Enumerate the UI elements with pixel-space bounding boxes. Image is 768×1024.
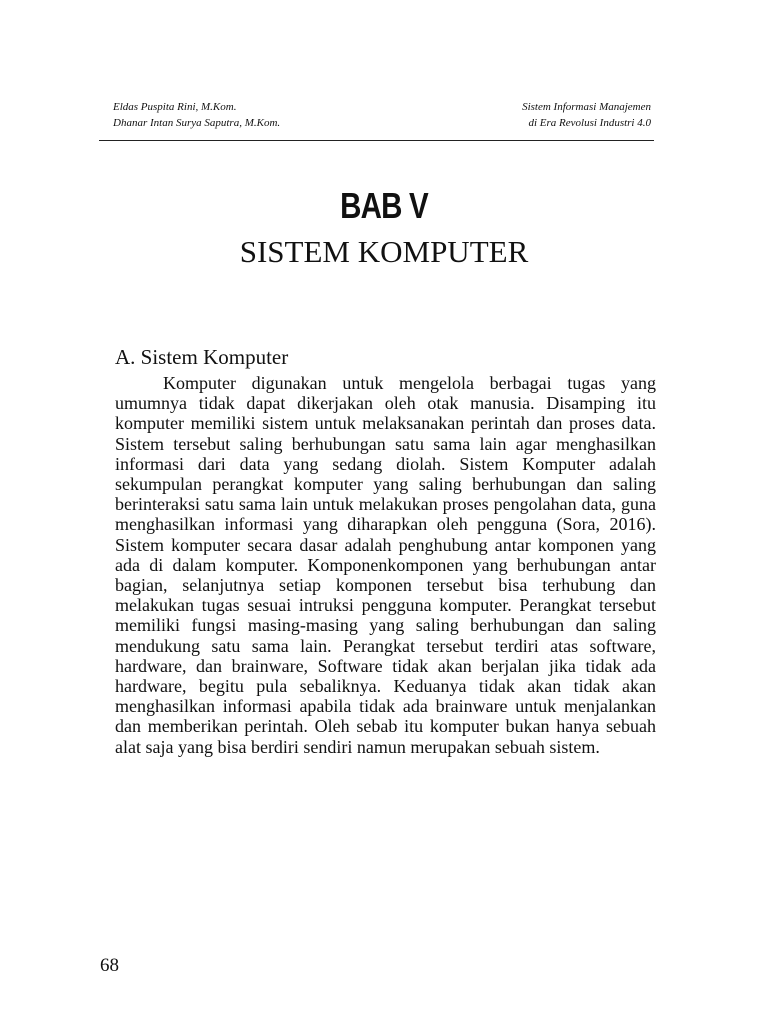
body-paragraph: Komputer digunakan untuk mengelola berbagai tugas yang umumnya tidak dapat dikerjakan oleh otak manusia. Disamping itu komputer memiliki sistem untuk melaksanakan perintah dan proses data. Sistem tersebut saling berhubungan satu sama lain agar menghasilkan informasi dari data yang sedang diolah. Sistem Komputer adalah sekumpulan perangkat komputer yang saling berhubungan dan saling berinteraksi satu sama lain untuk melakukan proses pengolahan data, guna menghasilkan informasi yang diharapkan oleh pengguna (Sora, 2016). Sistem komputer secara dasar adalah penghubung antar komponen yang ada di dalam komputer. Komponenkomponen yang berhubungan antar bagian, selanjutnya setiap komponen tersebut bisa terhubung dan melakukan tugas sesuai intruksi pengguna komputer. Perangkat tersebut memiliki fungsi masing-masing yang saling berhubungan dan saling mendukung satu sama lain. Perangkat tersebut terdiri atas software, hardware, dan brainware, Software tidak akan berjalan jika tidak ada hardware, begitu pula sebaliknya. Keduanya tidak akan tidak akan menghasilkan informasi apabila tidak ada brainware untuk menjalankan dan memberikan perintah. Oleh sebab itu komputer bukan hanya sebuah alat saja yang bisa berdiri sendiri namun merupakan sebuah sistem.	[115, 373, 656, 757]
header-book-title-line-2: di Era Revolusi Industri 4.0	[528, 117, 651, 129]
header-author-1: Eldas Puspita Rini, M.Kom.	[113, 101, 237, 113]
header-book-title-line-1: Sistem Informasi Manajemen	[522, 101, 651, 113]
header-author-2: Dhanar Intan Surya Saputra, M.Kom.	[113, 117, 281, 129]
chapter-label: BAB V	[340, 185, 428, 226]
section-heading: A. Sistem Komputer	[115, 345, 289, 369]
chapter-title: SISTEM KOMPUTER	[239, 234, 529, 269]
header-authors	[113, 99, 280, 131]
page-number: 68	[100, 955, 119, 976]
running-header	[99, 98, 654, 141]
header-book-title	[522, 99, 651, 131]
